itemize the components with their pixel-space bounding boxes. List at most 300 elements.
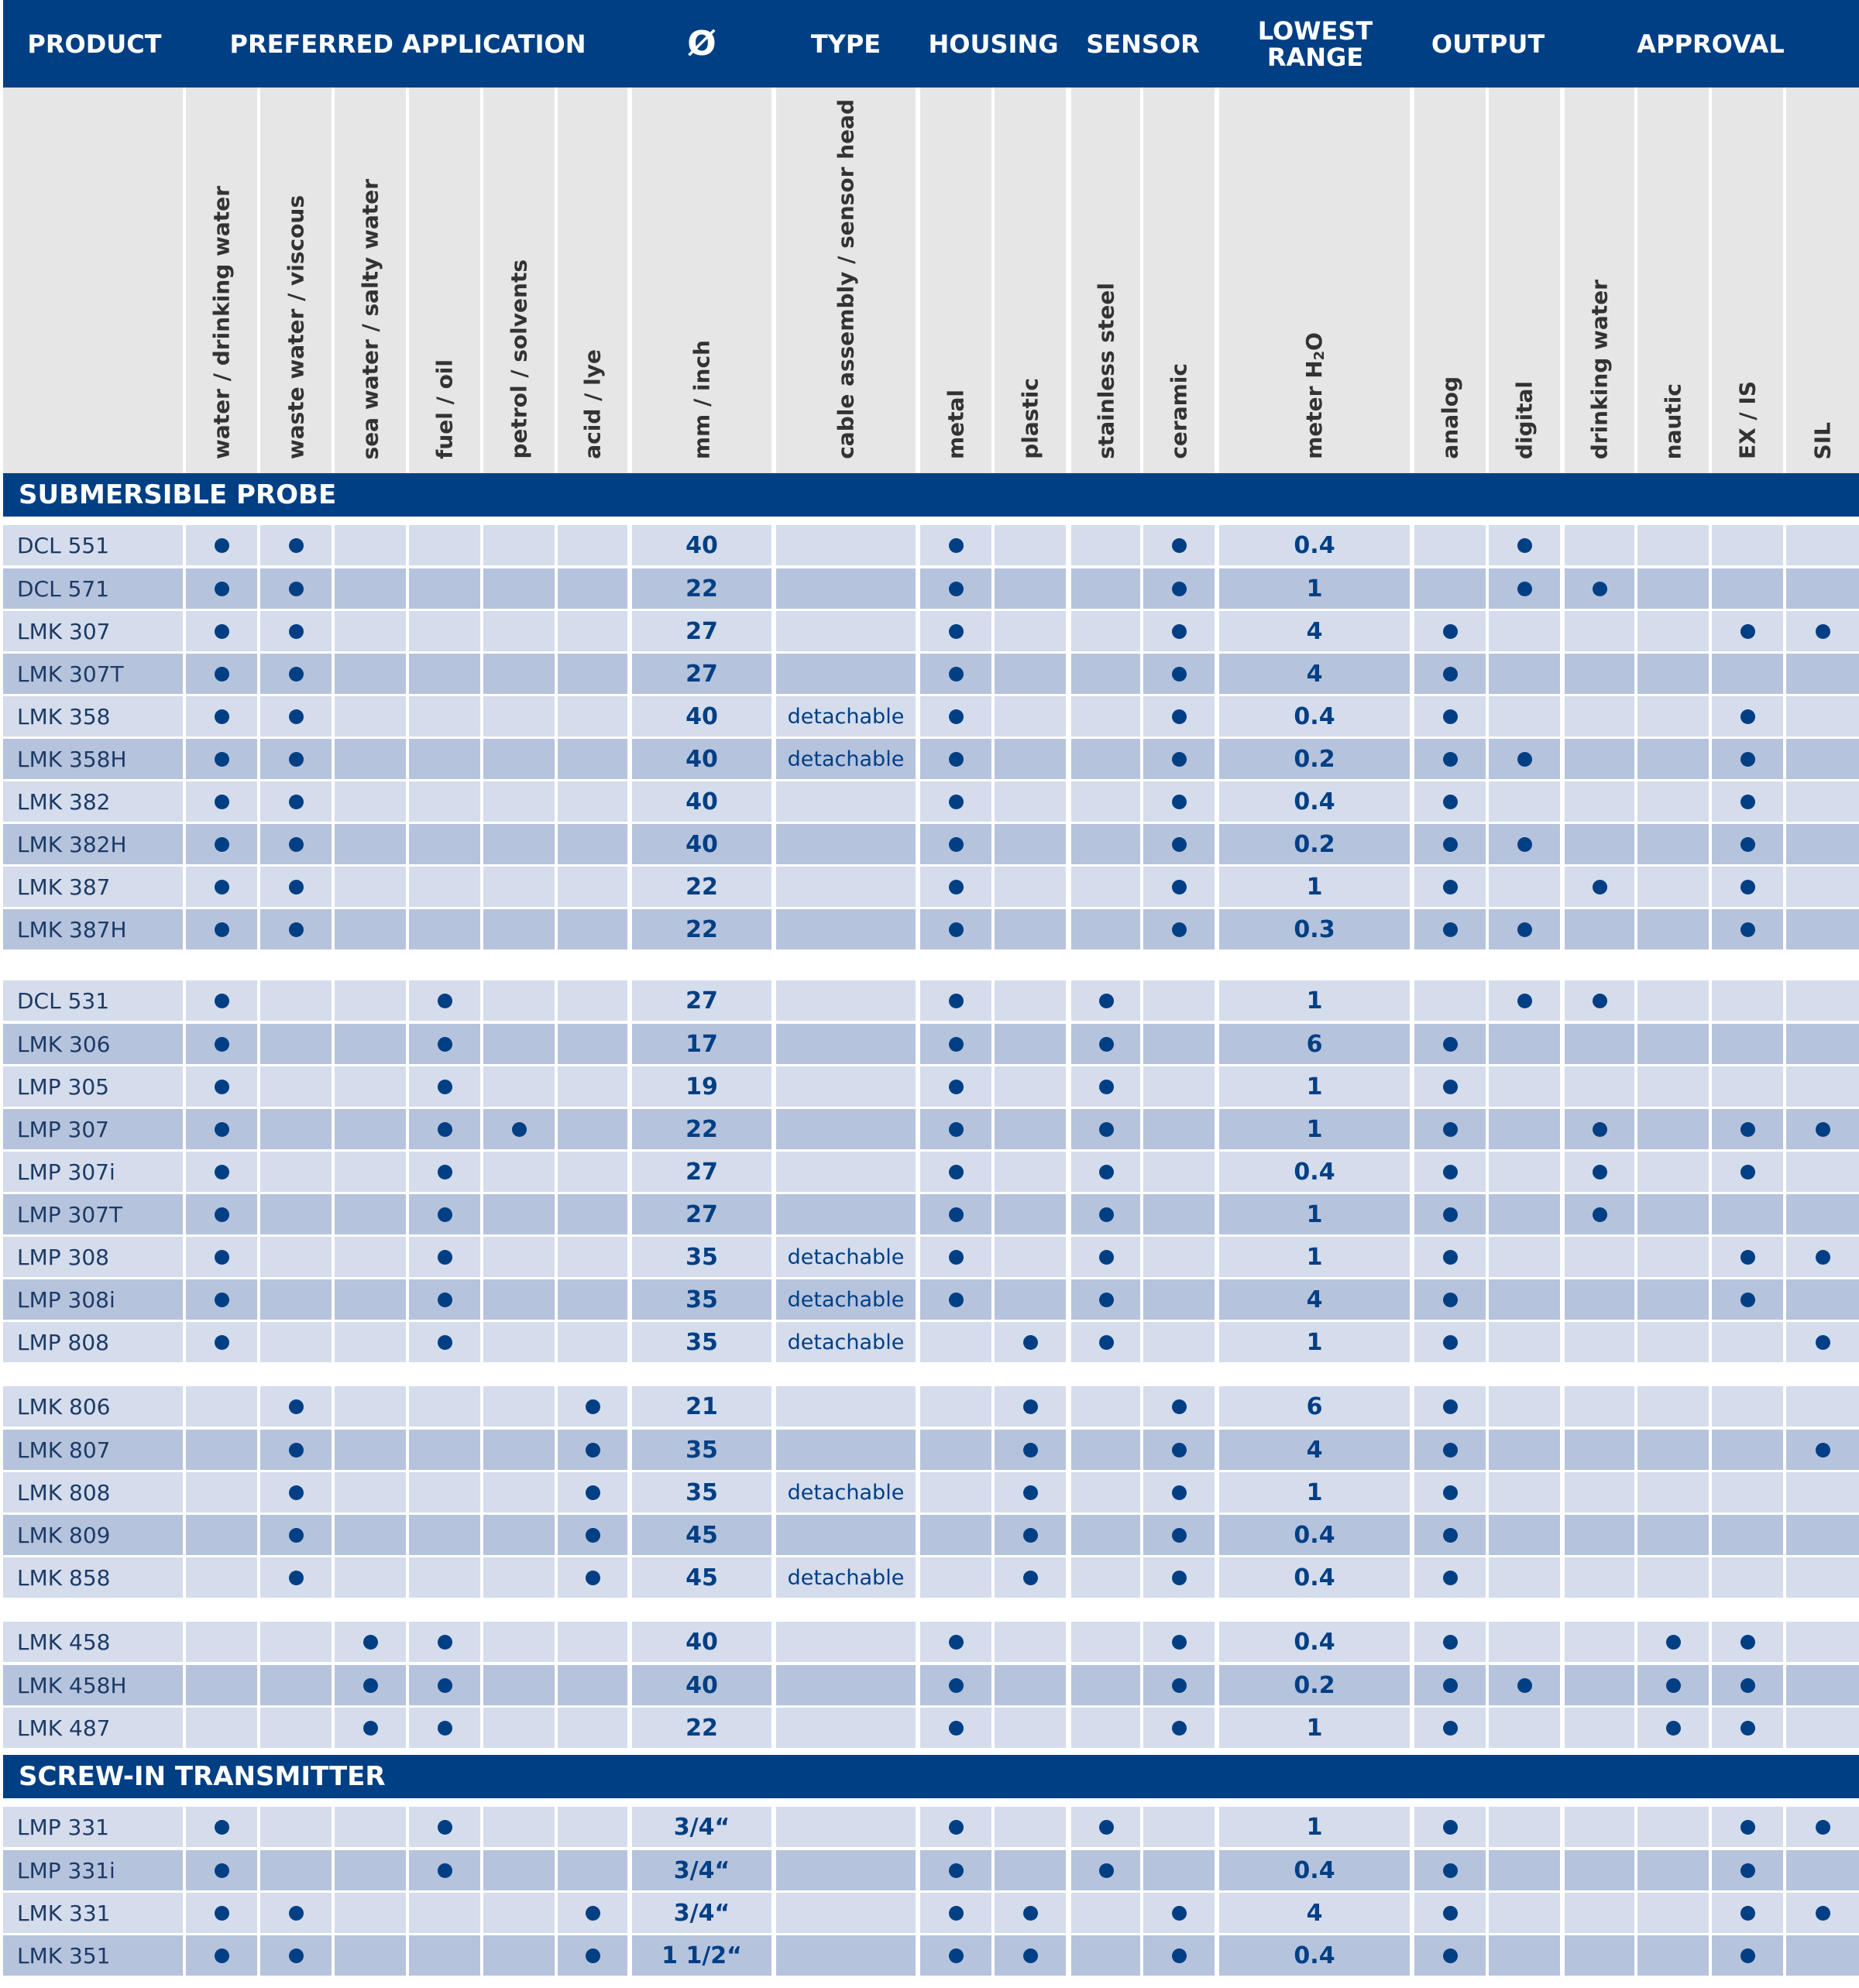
- check-dot: [949, 1037, 964, 1052]
- table-cell: [1565, 1935, 1634, 1976]
- check-dot: [289, 1485, 304, 1500]
- check-dot: [949, 1635, 964, 1650]
- check-dot: [1816, 1335, 1830, 1350]
- check-dot: [289, 1571, 304, 1585]
- check-dot: [438, 994, 452, 1008]
- table-cell: [483, 1935, 555, 1976]
- check-dot: [1593, 880, 1607, 894]
- table-cell: [260, 1152, 332, 1192]
- table-cell: [335, 568, 406, 609]
- table-cell: [1786, 1850, 1859, 1890]
- table-cell: [1565, 1237, 1634, 1277]
- table-cell: [1786, 568, 1859, 609]
- check-dot: [1099, 1335, 1114, 1350]
- table-cell: [483, 1024, 555, 1064]
- table-cell: [1071, 568, 1140, 609]
- check-dot: [1443, 1635, 1458, 1650]
- check-dot: [949, 1165, 964, 1179]
- subheader-label: sea water / salty water: [357, 178, 383, 459]
- diameter-value: 40: [686, 745, 718, 773]
- table-cell: [1071, 1515, 1140, 1555]
- check-dot: [586, 1906, 600, 1921]
- check-dot: [1443, 1335, 1458, 1350]
- table-cell: [409, 739, 480, 779]
- table-cell: [1071, 1893, 1140, 1933]
- table-cell: [260, 1322, 332, 1362]
- check-dot: [1517, 837, 1532, 852]
- product-name: DCL 551: [17, 532, 110, 558]
- table-cell: [186, 1557, 257, 1598]
- check-dot: [215, 1863, 229, 1878]
- product-name: LMK 382: [17, 788, 111, 815]
- section-header: [3, 1755, 1859, 1798]
- group-header-application: PREFERRED APPLICATION: [229, 29, 586, 59]
- check-dot: [1517, 994, 1532, 1008]
- lowest-range-value: 0.4: [1294, 1564, 1335, 1591]
- table-cell: [1565, 611, 1634, 651]
- subheader-cell: [632, 88, 771, 473]
- lowest-range-value: 4: [1306, 660, 1323, 688]
- table-cell: [558, 1152, 627, 1192]
- table-cell: [1712, 525, 1783, 565]
- product-name: LMK 358H: [17, 746, 127, 772]
- table-cell: [1786, 867, 1859, 907]
- table-cell: [1489, 654, 1560, 694]
- table-cell: [558, 739, 627, 779]
- check-dot: [1740, 624, 1755, 639]
- table-cell: [260, 1109, 332, 1149]
- check-dot: [586, 1528, 600, 1543]
- table-cell: [1489, 1194, 1560, 1234]
- check-dot: [289, 922, 304, 937]
- diameter-value: 17: [686, 1030, 718, 1058]
- lowest-range-value: 0.4: [1294, 788, 1335, 815]
- subheader-label: ceramic: [1166, 363, 1192, 459]
- table-cell: [260, 1024, 332, 1064]
- subscript-2: 2: [1311, 350, 1328, 361]
- table-cell: [1637, 1430, 1709, 1470]
- check-dot: [949, 667, 964, 682]
- check-dot: [1023, 1949, 1038, 1963]
- table-cell: [186, 1665, 257, 1705]
- table-cell: [558, 1279, 627, 1320]
- table-cell: [1786, 1386, 1859, 1427]
- table-cell: [1071, 1557, 1140, 1598]
- table-cell: [1489, 696, 1560, 736]
- table-cell: [558, 568, 627, 609]
- check-dot: [1172, 1949, 1187, 1963]
- product-name: LMK 807: [17, 1437, 111, 1463]
- subheader-cell: [1219, 88, 1410, 473]
- type-value: detachable: [787, 1287, 905, 1312]
- check-dot: [949, 1250, 964, 1265]
- table-cell: [335, 739, 406, 779]
- table-cell: [1786, 909, 1859, 949]
- subheader-cell: [1143, 88, 1215, 473]
- table-cell: [776, 525, 916, 565]
- table-cell: [409, 1386, 480, 1427]
- table-cell: [483, 525, 555, 565]
- check-dot: [289, 837, 304, 852]
- table-cell: [1414, 525, 1486, 565]
- check-dot: [215, 880, 229, 894]
- type-value: detachable: [787, 747, 905, 771]
- table-cell: [1143, 1807, 1215, 1847]
- diameter-value: 40: [686, 1671, 718, 1699]
- table-cell: [558, 1322, 627, 1362]
- table-cell: [558, 867, 627, 907]
- table-cell: [1637, 909, 1709, 949]
- check-dot: [215, 538, 229, 553]
- table-cell: [1565, 1665, 1634, 1705]
- check-dot: [512, 1122, 527, 1137]
- table-cell: [1786, 1708, 1859, 1748]
- diameter-value: 40: [686, 1628, 718, 1656]
- table-cell: [1565, 824, 1634, 864]
- check-dot: [1443, 1165, 1458, 1179]
- table-cell: [1712, 1194, 1783, 1234]
- check-dot: [1172, 1443, 1187, 1458]
- subheader-label: acid / lye: [579, 349, 606, 459]
- subheader-cell: [995, 88, 1066, 473]
- table-cell: [260, 1622, 332, 1662]
- table-cell: [1414, 568, 1486, 609]
- table-cell: [1637, 654, 1709, 694]
- lowest-range-value: 0.4: [1294, 1628, 1335, 1656]
- table-cell: [1489, 1024, 1560, 1064]
- table-cell: [1637, 1893, 1709, 1933]
- check-dot: [1517, 1678, 1532, 1693]
- type-value: detachable: [787, 1480, 905, 1505]
- check-dot: [215, 1122, 229, 1137]
- table-cell: [995, 867, 1066, 907]
- table-cell: [335, 1109, 406, 1149]
- table-cell: [1786, 654, 1859, 694]
- table-cell: [483, 824, 555, 864]
- table-cell: [1565, 909, 1634, 949]
- check-dot: [1443, 1037, 1458, 1052]
- check-dot: [215, 624, 229, 639]
- table-cell: [1489, 1430, 1560, 1470]
- check-dot: [1099, 1820, 1114, 1835]
- table-cell: [1637, 1024, 1709, 1064]
- table-cell: [1489, 1515, 1560, 1555]
- check-dot: [438, 1335, 452, 1350]
- check-dot: [215, 709, 229, 724]
- table-cell: [409, 1515, 480, 1555]
- table-cell: [1637, 1109, 1709, 1149]
- table-cell: [1071, 739, 1140, 779]
- check-dot: [1023, 1571, 1038, 1585]
- table-cell: [995, 611, 1066, 651]
- table-cell: [1712, 1557, 1783, 1598]
- product-name: LMK 351: [17, 1942, 111, 1969]
- check-dot: [1172, 752, 1187, 767]
- subheader-label: stainless steel: [1093, 283, 1118, 459]
- table-cell: [409, 1935, 480, 1976]
- check-dot: [1443, 1678, 1458, 1693]
- check-dot: [1740, 922, 1755, 937]
- table-cell: [995, 1622, 1066, 1662]
- table-cell: [920, 1322, 991, 1362]
- check-dot: [438, 1863, 452, 1878]
- table-cell: [186, 1472, 257, 1512]
- check-dot: [1443, 1906, 1458, 1921]
- table-cell: [483, 867, 555, 907]
- subheader-cell: [186, 88, 257, 473]
- table-cell: [1489, 1893, 1560, 1933]
- table-cell: [1489, 611, 1560, 651]
- check-dot: [949, 1820, 964, 1835]
- diameter-value: 22: [686, 575, 718, 603]
- table-cell: [1712, 980, 1783, 1021]
- check-dot: [1517, 538, 1532, 553]
- check-dot: [1443, 709, 1458, 724]
- check-dot: [1172, 837, 1187, 852]
- table-cell: [335, 1386, 406, 1427]
- check-dot: [1099, 1080, 1114, 1094]
- check-dot: [1443, 795, 1458, 809]
- table-cell: [1071, 611, 1140, 651]
- diameter-value: 45: [686, 1564, 718, 1591]
- table-cell: [335, 1935, 406, 1976]
- check-dot: [1517, 582, 1532, 596]
- diameter-value: 27: [686, 1200, 718, 1228]
- table-cell: [483, 1665, 555, 1705]
- table-cell: [335, 525, 406, 565]
- product-name: DCL 531: [17, 987, 110, 1014]
- table-cell: [335, 1279, 406, 1320]
- table-cell: [558, 909, 627, 949]
- check-dot: [438, 1122, 452, 1137]
- table-cell: [335, 1807, 406, 1847]
- table-cell: [335, 1472, 406, 1512]
- check-dot: [1740, 709, 1755, 724]
- subheader-label: SIL: [1809, 421, 1836, 459]
- lowest-range-value: 4: [1306, 1286, 1323, 1313]
- table-cell: [1565, 525, 1634, 565]
- table-cell: [409, 611, 480, 651]
- product-name: LMK 358: [17, 703, 111, 730]
- table-cell: [1786, 696, 1859, 736]
- table-cell: [1786, 980, 1859, 1021]
- table-cell: [1786, 1515, 1859, 1555]
- table-cell: [1637, 781, 1709, 822]
- table-cell: [1565, 1386, 1634, 1427]
- diameter-value: 1 1/2“: [661, 1942, 742, 1969]
- check-dot: [289, 667, 304, 682]
- check-dot: [1172, 582, 1187, 596]
- product-name: LMK 458H: [17, 1672, 127, 1698]
- table-cell: [260, 1279, 332, 1320]
- subheader-cell: [1712, 88, 1783, 473]
- table-cell: [1489, 1935, 1560, 1976]
- check-dot: [1740, 1721, 1755, 1736]
- check-dot: [949, 795, 964, 809]
- diameter-value: 27: [686, 1158, 718, 1186]
- table-cell: [995, 1665, 1066, 1705]
- subheader-label: analog: [1437, 376, 1463, 459]
- table-cell: [409, 525, 480, 565]
- table-cell: [1786, 781, 1859, 822]
- check-dot: [1099, 1293, 1114, 1307]
- table-cell: [1071, 1665, 1140, 1705]
- check-dot: [1816, 1122, 1830, 1137]
- product-name: LMK 809: [17, 1522, 111, 1548]
- table-cell: [483, 1622, 555, 1662]
- check-dot: [949, 837, 964, 852]
- group-header-type: TYPE: [810, 29, 881, 59]
- product-name: LMK 331: [17, 1900, 111, 1926]
- lowest-range-value: 0.4: [1294, 702, 1335, 730]
- diameter-value: 3/4“: [673, 1856, 730, 1884]
- check-dot: [1099, 1250, 1114, 1265]
- table-cell: [409, 1472, 480, 1512]
- check-dot: [1172, 1528, 1187, 1543]
- table-cell: [1786, 1665, 1859, 1705]
- table-cell: [558, 980, 627, 1021]
- check-dot: [1740, 1250, 1755, 1265]
- subheader-cell: [558, 88, 627, 473]
- check-dot: [1443, 1399, 1458, 1414]
- table-cell: [776, 1430, 916, 1470]
- table-cell: [995, 1066, 1066, 1107]
- lowest-range-value: 4: [1306, 1436, 1323, 1464]
- check-dot: [1740, 1635, 1755, 1650]
- table-cell: [1489, 1622, 1560, 1662]
- table-cell: [558, 1665, 627, 1705]
- table-cell: [1786, 1066, 1859, 1107]
- table-cell: [995, 824, 1066, 864]
- diameter-value: 35: [686, 1436, 718, 1464]
- check-dot: [1740, 1906, 1755, 1921]
- subheader-label: waste water / viscous: [283, 194, 309, 459]
- subheader-cell: [3, 88, 183, 473]
- table-cell: [1071, 1622, 1140, 1662]
- table-cell: [335, 1194, 406, 1234]
- check-dot: [1593, 1207, 1607, 1222]
- table-cell: [335, 867, 406, 907]
- table-cell: [776, 1850, 916, 1890]
- check-dot: [1443, 1721, 1458, 1736]
- table-cell: [776, 1893, 916, 1933]
- check-dot: [1593, 582, 1607, 596]
- table-cell: [1786, 1622, 1859, 1662]
- check-dot: [215, 1037, 229, 1052]
- subheader-label: digital: [1511, 380, 1538, 459]
- table-cell: [260, 1237, 332, 1277]
- table-cell: [186, 1515, 257, 1555]
- table-cell: [776, 1109, 916, 1149]
- table-cell: [335, 1893, 406, 1933]
- check-dot: [215, 752, 229, 767]
- check-dot: [1443, 1207, 1458, 1222]
- type-value: detachable: [787, 1565, 905, 1590]
- table-cell: [558, 654, 627, 694]
- table-cell: [995, 781, 1066, 822]
- table-cell: [1786, 1194, 1859, 1234]
- table-cell: [558, 1066, 627, 1107]
- lowest-range-value: 4: [1306, 617, 1323, 645]
- check-dot: [438, 1165, 452, 1179]
- table-cell: [776, 568, 916, 609]
- table-cell: [1143, 1194, 1215, 1234]
- check-dot: [438, 1820, 452, 1835]
- check-dot: [215, 1080, 229, 1094]
- diameter-value: 22: [686, 873, 718, 901]
- product-name: LMP 307i: [17, 1159, 115, 1185]
- table-cell: [1786, 1152, 1859, 1192]
- product-name: DCL 571: [17, 575, 110, 602]
- product-name: LMK 806: [17, 1393, 111, 1420]
- table-cell: [1565, 1024, 1634, 1064]
- table-cell: [1565, 1807, 1634, 1847]
- table-cell: [260, 1807, 332, 1847]
- table-cell: [558, 1807, 627, 1847]
- table-cell: [1565, 1430, 1634, 1470]
- check-dot: [289, 1906, 304, 1921]
- table-cell: [1565, 739, 1634, 779]
- subheader-label: nautic: [1660, 383, 1686, 459]
- table-cell: [409, 1893, 480, 1933]
- diameter-value: 40: [686, 830, 718, 858]
- table-cell: [335, 1515, 406, 1555]
- check-dot: [1443, 1080, 1458, 1094]
- subheader-label: mm / inch: [689, 339, 715, 459]
- check-dot: [215, 922, 229, 937]
- lowest-range-value: 1: [1306, 987, 1323, 1015]
- lowest-range-value: 4: [1306, 1899, 1323, 1927]
- check-dot: [289, 1443, 304, 1458]
- subheader-cell: [776, 88, 916, 473]
- check-dot: [1443, 667, 1458, 682]
- table-cell: [1071, 1935, 1140, 1976]
- section-title: SUBMERSIBLE PROBE: [19, 479, 337, 510]
- table-cell: [995, 525, 1066, 565]
- check-dot: [1099, 1207, 1114, 1222]
- table-cell: [335, 1430, 406, 1470]
- table-cell: [1637, 1850, 1709, 1890]
- check-dot: [289, 880, 304, 894]
- table-cell: [776, 980, 916, 1021]
- check-dot: [215, 582, 229, 596]
- check-dot: [215, 1293, 229, 1307]
- table-cell: [260, 1066, 332, 1107]
- table-cell: [483, 781, 555, 822]
- table-cell: [335, 824, 406, 864]
- product-name: LMP 307: [17, 1116, 109, 1142]
- check-dot: [949, 1906, 964, 1921]
- table-cell: [260, 1850, 332, 1890]
- table-cell: [409, 909, 480, 949]
- table-cell: [1712, 1430, 1783, 1470]
- table-cell: [1071, 867, 1140, 907]
- table-cell: [1414, 980, 1486, 1021]
- table-cell: [1143, 1066, 1215, 1107]
- check-dot: [289, 752, 304, 767]
- check-dot: [949, 709, 964, 724]
- check-dot: [438, 1250, 452, 1265]
- check-dot: [1740, 880, 1755, 894]
- table-cell: [995, 739, 1066, 779]
- table-cell: [260, 1194, 332, 1234]
- check-dot: [1816, 1443, 1830, 1458]
- product-name: LMK 306: [17, 1031, 111, 1057]
- table-cell: [1712, 1515, 1783, 1555]
- group-header-approval: APPROVAL: [1637, 29, 1785, 59]
- lowest-range-value: 0.4: [1294, 1158, 1335, 1186]
- check-dot: [1443, 1293, 1458, 1307]
